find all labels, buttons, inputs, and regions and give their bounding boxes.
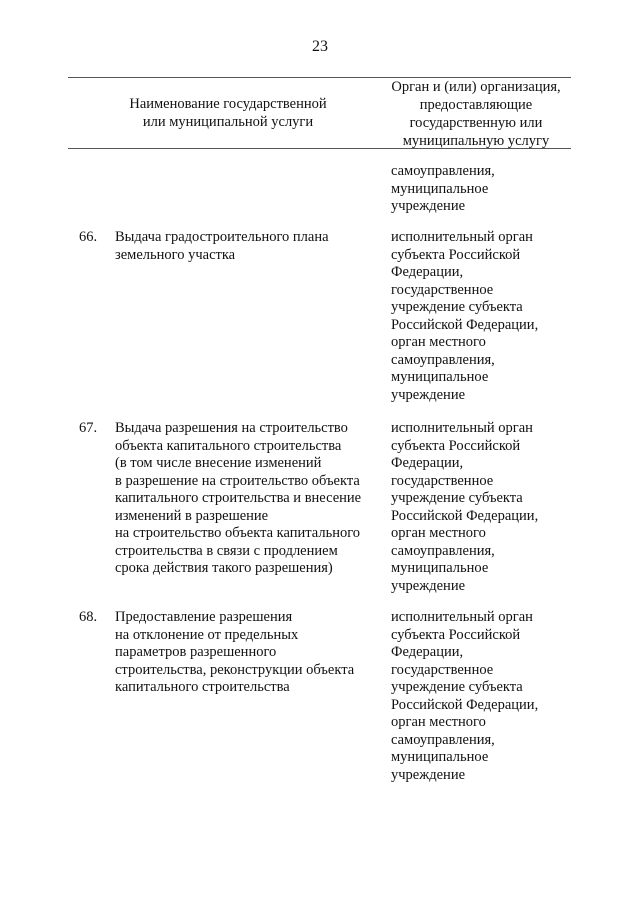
row-66-number: 66.: [79, 229, 98, 245]
continuation-organization: самоуправления, муниципальное учреждение: [391, 163, 495, 214]
table-header-rule: [68, 148, 571, 149]
row-68-service: Предоставление разрешения на отклонение от предельных параметров разрешенного строительства, реконструкции объекта капитального строительства: [115, 609, 355, 695]
row-66-service: Выдача градостроительного плана земельного участка: [115, 229, 329, 263]
row-66-organization: исполнительный орган субъекта Российской Федерации, государственное учреждение субъекта Российской Федерации, орган местного самоуправления, муниципальное учреждение: [391, 229, 539, 403]
row-68-number: 68.: [79, 609, 98, 625]
row-68-organization: исполнительный орган субъекта Российской Федерации, государственное учреждение субъекта Российской Федерации, орган местного самоуправления, муниципальное учреждение: [391, 609, 539, 783]
page-number: 23: [312, 38, 328, 55]
header-organization: Орган и (или) организация, предоставляющие государственную или муниципальную услугу: [391, 79, 561, 149]
row-67-organization: исполнительный орган субъекта Российской Федерации, государственное учреждение субъекта Российской Федерации, орган местного самоуправления, муниципальное учреждение: [391, 420, 539, 594]
header-service-name: Наименование государственной или муниципальной услуги: [129, 96, 327, 130]
row-67-number: 67.: [79, 420, 98, 436]
row-67-service: Выдача разрешения на строительство объекта капитального строительства (в том числе внесение изменений в разрешение на строительство объекта капитального строительства и внесение изменений в разрешение на строительство объекта капитального строительства в связи с продлением срока действия такого разрешения): [115, 420, 362, 576]
